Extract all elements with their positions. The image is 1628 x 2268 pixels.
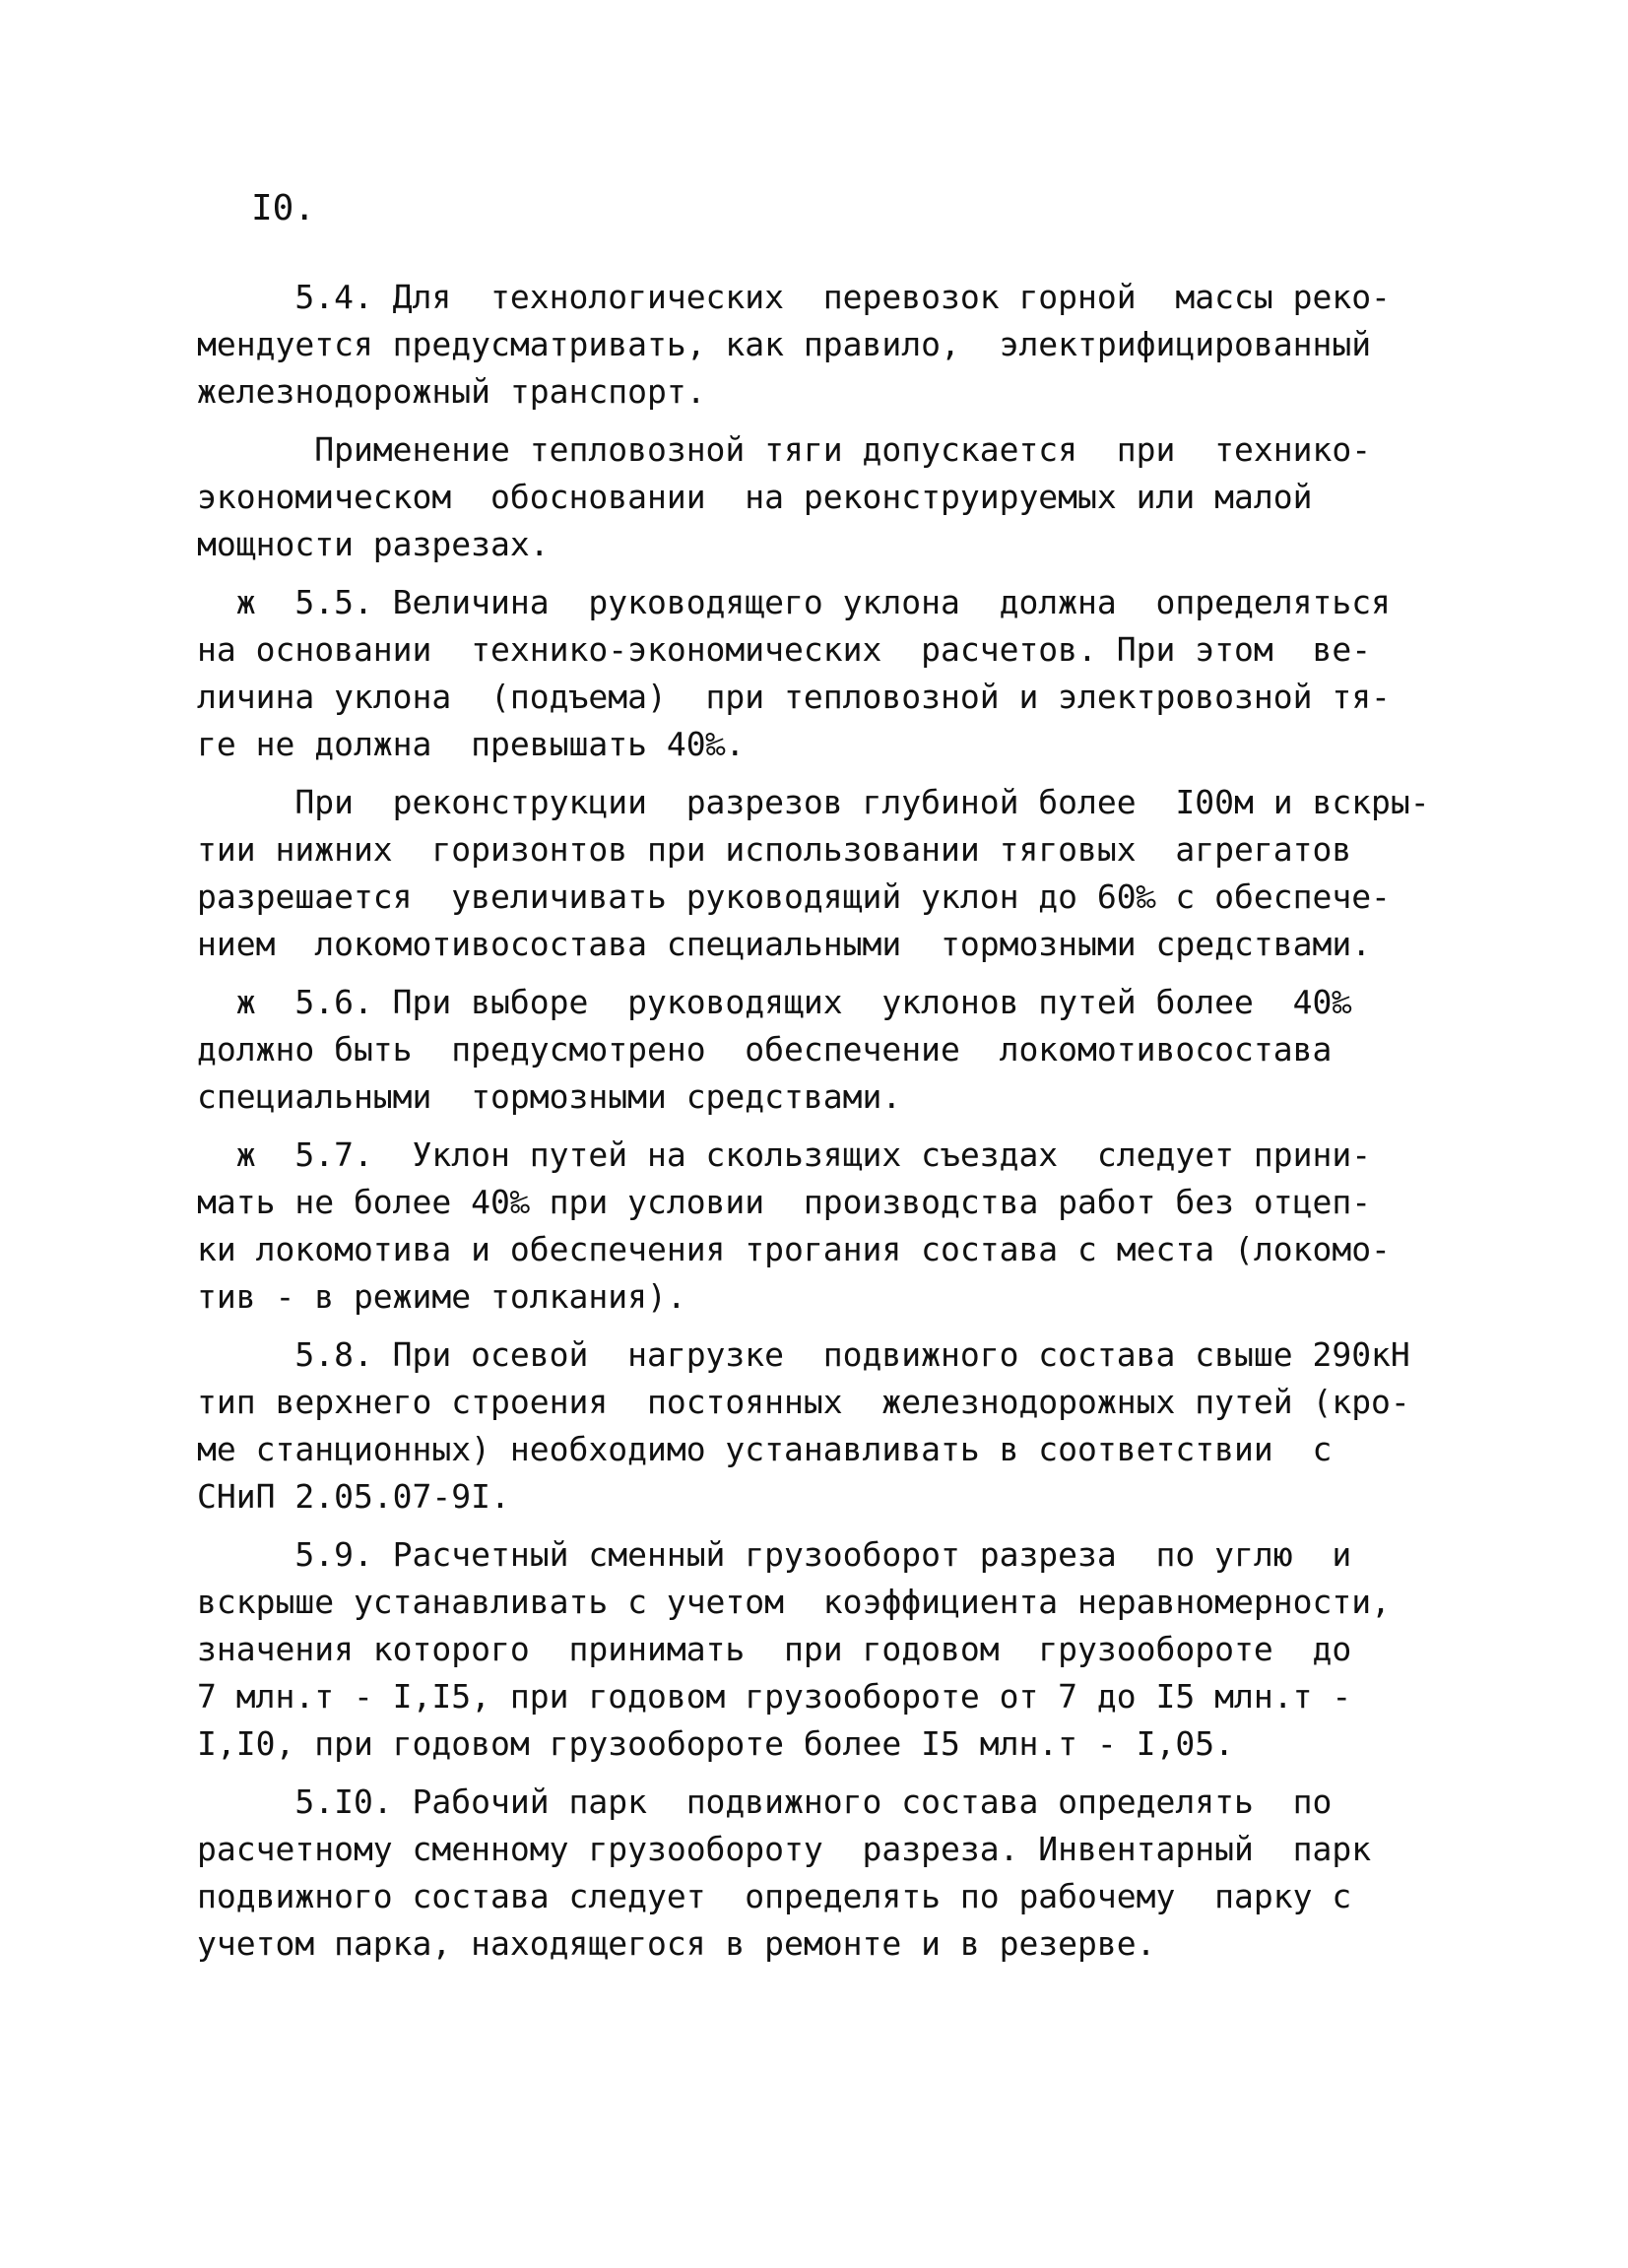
text-line: железнодорожный транспорт. — [197, 372, 706, 411]
paragraph — [197, 1132, 1438, 1321]
document-body — [197, 274, 1438, 1978]
text-line: подвижного состава следует определять по рабочему парку с — [197, 1877, 1352, 1915]
text-line: специальными тормозными средствами. — [197, 1077, 902, 1116]
text-line: разрешается увеличивать руководящий уклон до 60‰ с обеспече- — [197, 877, 1391, 916]
text-line: Применение тепловозной тяги допускается при технико- — [197, 430, 1372, 469]
text-line: на основании технико-экономических расчетов. При этом ве- — [197, 630, 1372, 669]
paragraph — [197, 274, 1438, 416]
text-line: I,I0, при годовом грузообороте более I5 млн.т - I,05. — [197, 1724, 1234, 1763]
text-line: тип верхнего строения постоянных железнодорожных путей (кро- — [197, 1383, 1410, 1421]
text-line: личина уклона (подъема) при тепловозной и электровозной тя- — [197, 678, 1391, 716]
paragraph — [197, 426, 1438, 568]
text-line: СНиП 2.05.07-9I. — [197, 1477, 510, 1516]
text-line: тии нижних горизонтов при использовании тяговых агрегатов — [197, 830, 1352, 869]
text-line: ге не должна превышать 40‰. — [197, 725, 746, 763]
text-line: экономическом обосновании на реконструируемых или малой — [197, 478, 1313, 516]
text-line: ме станционных) необходимо устанавливать в соответствии с — [197, 1430, 1333, 1468]
text-line: 5.8. При осевой нагрузке подвижного состава свыше 290кН — [197, 1335, 1410, 1374]
text-line: мендуется предусматривать, как правило, электрифицированный — [197, 325, 1372, 363]
text-line: расчетному сменному грузообороту разреза. Инвентарный парк — [197, 1830, 1372, 1868]
text-line: мать не более 40‰ при условии производства работ без отцеп- — [197, 1183, 1372, 1221]
text-line: мощности разрезах. — [197, 525, 550, 563]
text-line: 5.9. Расчетный сменный грузооборот разреза по углю и — [197, 1535, 1352, 1574]
text-line: учетом парка, находящегося в ремонте и в резерве. — [197, 1924, 1156, 1963]
text-line: нием локомотивосостава специальными тормозными средствами. — [197, 925, 1372, 963]
text-line: значения которого принимать при годовом грузообороте до — [197, 1630, 1352, 1668]
text-line: ж 5.5. Величина руководящего уклона должна определяться — [197, 583, 1391, 621]
paragraph — [197, 979, 1438, 1121]
text-line: ки локомотива и обеспечения трогания состава с места (локомо- — [197, 1230, 1391, 1268]
text-line: должно быть предусмотрено обеспечение локомотивосостава — [197, 1030, 1333, 1069]
text-line: тив - в режиме толкания). — [197, 1277, 686, 1316]
text-line: вскрыше устанавливать с учетом коэффициента неравномерности, — [197, 1583, 1391, 1621]
text-line: ж 5.6. При выборе руководящих уклонов путей более 40‰ — [197, 983, 1352, 1021]
page-number: I0. — [251, 188, 316, 228]
text-line: При реконструкции разрезов глубиной более I00м и вскры- — [197, 783, 1430, 821]
paragraph — [197, 1779, 1438, 1968]
text-line: 7 млн.т - I,I5, при годовом грузообороте от 7 до I5 млн.т - — [197, 1677, 1352, 1716]
paragraph — [197, 779, 1438, 968]
text-line: 5.I0. Рабочий парк подвижного состава определять по — [197, 1782, 1333, 1821]
paragraph — [197, 1331, 1438, 1521]
text-line: 5.4. Для технологических перевозок горной массы реко- — [197, 278, 1391, 316]
text-line: ж 5.7. Уклон путей на скользящих съездах следует прини- — [197, 1135, 1372, 1174]
paragraph — [197, 1531, 1438, 1768]
paragraph — [197, 579, 1438, 768]
